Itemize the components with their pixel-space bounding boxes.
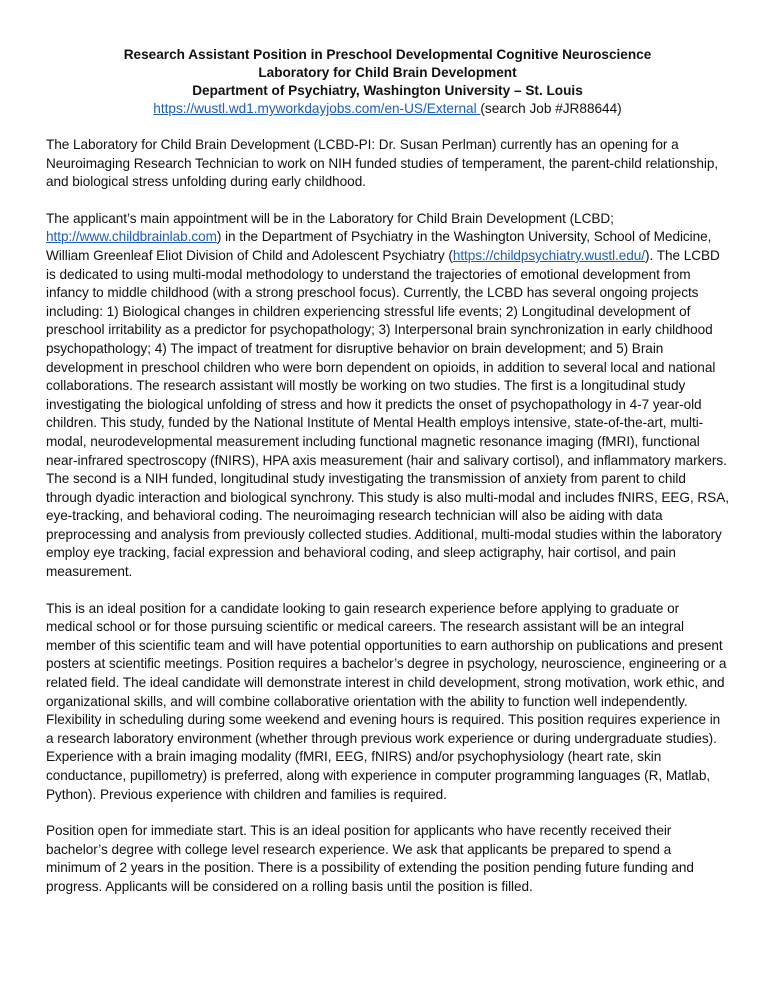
lab-name: Laboratory for Child Brain Development: [258, 65, 517, 80]
intro-paragraph: The Laboratory for Child Brain Development (LCBD-PI: Dr. Susan Perlman) currently has an opening for a Neuroimaging Research Technician to work on NIH funded studies of temperament, the parent-child relationship, and biological stress unfolding during early childhood.: [46, 137, 719, 190]
candidate-paragraph: This is an ideal position for a candidate looking to gain research experience before applying to graduate or medical school or for those pursuing scientific or medical careers. The research assistant will be an integral member of this scientific team and will have potential opportunities to earn authorship on publications and present posters at scientific meetings. Position requires a bachelor’s degree in psychology, neuroscience, engineering or a related field. The ideal candidate will demonstrate interest in child development, strong motivation, work ethic, and organizational skills, and will combine collaborative orientation with the ability to function well independently. Flexibility in scheduling during some weekend and evening hours is required. This position requires experience in a research laboratory environment (whether through previous work experience or during undergraduate studies). Experience with a brain imaging modality (fMRI, EEG, fNIRS) and/or psychophysiology (heart rate, skin conductance, pupillometry) is preferred, along with experience in computer programming languages (R, Matlab, Python). Previous experience with children and families is required.: [46, 600, 727, 802]
appointment-text-1: The applicant’s main appointment will be in the Laboratory for Child Brain Development (LCBD;: [46, 210, 614, 226]
job-number-text: (search Job #JR88644): [480, 101, 622, 116]
document-header: [46, 46, 729, 118]
department-name: Department of Psychiatry, Washington University – St. Louis: [192, 83, 583, 98]
lab-website-link[interactable]: http://www.childbrainlab.com: [46, 229, 217, 245]
appointment-text-3: ). The LCBD is dedicated to using multi-modal methodology to understand the trajectories of emotional development from infancy to middle childhood (with a strong preschool focus). Currently, the LCBD has several ongoing projects including: 1) Biological changes in children experiencing stressful life events; 2) Longitudinal development of preschool irritability as a predictor for psychopathology; 3) Interpersonal brain synchronization in early childhood psychopathology; 4) The impact of treatment for disruptive behavior on brain development; and 5) Brain development in preschool children who were born dependent on opioids, in addition to several local and national collaborations. The research assistant will mostly be working on two studies. The first is a longitudinal study investigating the biological unfolding of stress and how it predicts the onset of psychopathology in 4-7 year-old children. This study, funded by the National Institute of Mental Health employs intensive, state-of-the-art, multi-modal, neurodevelopmental measurement including functional magnetic resonance imaging (fMRI), functional near-infrared spectroscopy (fNIRS), HPA axis measurement (hair and salivary cortisol), and inflammatory markers. The second is a NIH funded, longitudinal study investigating the transmission of anxiety from parent to child through dyadic interaction and biological synchrony. This study is also multi-modal and includes fNIRS, EEG, RSA, eye-tracking, and behavioral coding. The neuroimaging research technician will also be aiding with data preprocessing and analysis from previously collected studies. Additional, multi-modal studies within the laboratory employ eye tracking, facial expression and behavioral coding, and sleep actigraphy, hair cortisol, and pain measurement.: [46, 247, 729, 580]
job-url-line: [46, 100, 729, 118]
position-title: Research Assistant Position in Preschool Developmental Cognitive Neuroscience: [123, 47, 652, 62]
appointment-text-2: ) in the Department of Psychiatry in the Washington University, School of Medicine, William Greenleaf Eliot Division of Child and Adolescent Psychiatry (: [46, 229, 712, 263]
appointment-paragraph: [46, 210, 729, 582]
job-posting-link[interactable]: https://wustl.wd1.myworkdayjobs.com/en-US/External: [153, 101, 481, 116]
division-website-link[interactable]: https://childpsychiatry.wustl.edu/: [452, 247, 646, 263]
start-paragraph: Position open for immediate start. This is an ideal position for applicants who have recently received their bachelor’s degree with college level research experience. We ask that applicants be prepared to spend a minimum of 2 years in the position. There is a possibility of extending the position pending future funding and progress. Applicants will be considered on a rolling basis until the position is filled.: [46, 823, 694, 894]
